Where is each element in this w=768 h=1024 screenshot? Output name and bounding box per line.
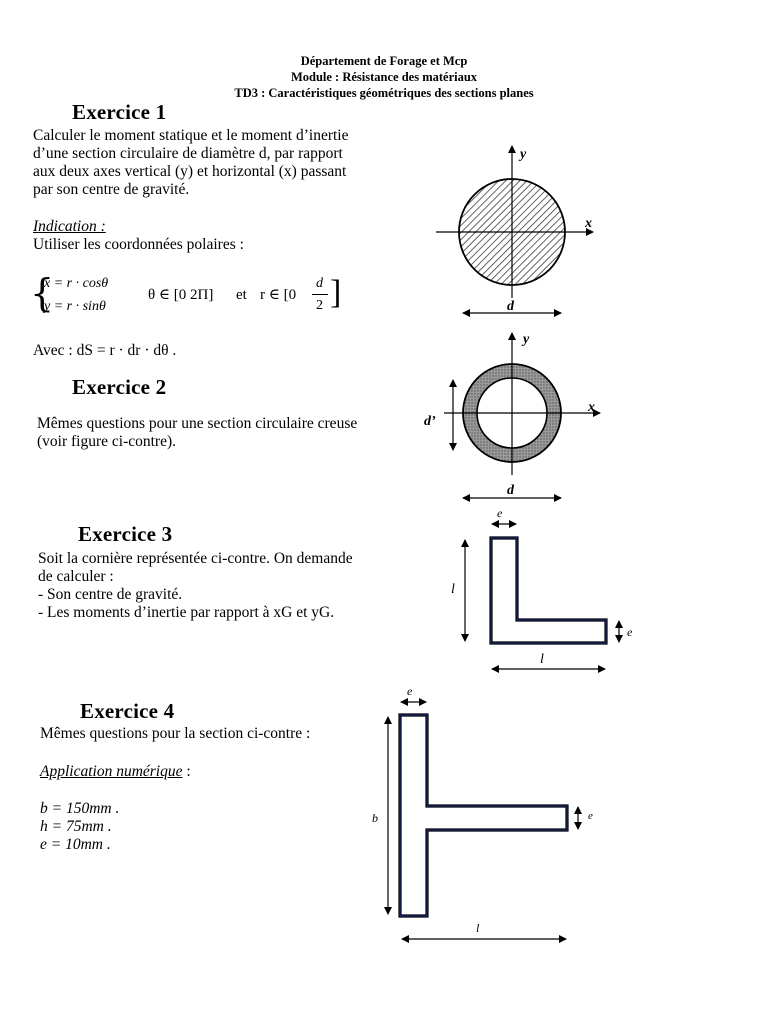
exercise-1-line-3: aux deux axes vertical (y) et horizontal (x) passant [33,163,347,180]
value-b: b = 150mm . [40,800,120,817]
t-thickness-top-label: e [407,684,413,698]
x-axis-label-2: x [588,400,595,415]
exercise-1-line-2: d’une section circulaire de diamètre d, par rapport [33,145,343,162]
equation-y: y = r · sinθ [44,299,106,314]
exercise-3-line-1: Soit la cornière représentée ci-contre. On demande [38,550,353,567]
exercise-4-line-1: Mêmes questions pour la section ci-contre : [40,725,311,742]
y-axis-label: y [520,147,527,162]
exercise-1-line-1: Calculer le moment statique et le moment d’inertie [33,127,349,144]
exercise-2-line-2: (voir figure ci-contre). [37,433,177,450]
value-h: h = 75mm . [40,818,112,835]
exercise-2-line-1: Mêmes questions pour une section circulaire creuse [37,415,358,432]
figure-4-t-section [372,684,593,939]
l-height-label: l [451,582,455,597]
l-thickness-top-label: e [497,506,503,520]
exercise-3-line-3: - Son centre de gravité. [38,586,183,603]
l-shape-outline [491,538,606,643]
exercise-4-title: Exercice 4 [80,699,175,723]
and-word: et [236,287,247,303]
exercise-3-line-2: de calculer : [38,568,114,585]
equation-x: x = r · cosθ [44,276,109,291]
l-thickness-right-label: e [627,625,633,639]
r-fraction-denominator: 2 [316,298,323,313]
r-fraction-numerator: d [316,276,323,291]
application-label: Application numérique [40,763,183,780]
avec-equation: Avec : dS = r · dr · dθ . [33,342,177,359]
indication-label: Indication : [33,218,106,235]
r-range: r ∈ [0 [260,287,297,303]
system-brace: { [30,271,55,315]
t-thickness-right-label: e [588,810,593,822]
application-colon: : [182,763,191,780]
inner-diameter-label: d’ [424,414,436,429]
t-shape-outline [400,715,567,916]
header-module: Module : Résistance des matériaux [290,70,478,84]
exercise-3-line-4: - Les moments d’inertie par rapport à xG et yG. [38,604,335,621]
exercise-2-title: Exercice 2 [72,375,167,399]
theta-range: θ ∈ [0 2Π] [148,287,214,303]
figure-3-l-section [451,506,633,669]
exercise-1-title: Exercice 1 [72,100,167,124]
exercise-1-line-4: par son centre de gravité. [33,181,190,198]
header-td: TD3 : Caractéristiques géométriques des sections planes [234,86,534,100]
header-department: Département de Forage et Mcp [300,54,468,68]
indication-text: Utiliser les coordonnées polaires : [33,236,244,253]
exercise-3-title: Exercice 3 [78,522,173,546]
t-height-label: b [372,811,378,825]
figure-2-hollow-circle [424,332,600,498]
y-axis-label-2: y [523,332,530,347]
figure-1-solid-circle [436,146,593,314]
t-width-label: l [476,921,480,935]
value-e: e = 10mm . [40,836,111,853]
x-axis-label: x [585,216,592,231]
diameter-label: d [507,299,514,314]
l-width-label: l [540,652,544,667]
closing-bracket: ] [330,274,342,311]
outer-diameter-label: d [507,483,514,498]
